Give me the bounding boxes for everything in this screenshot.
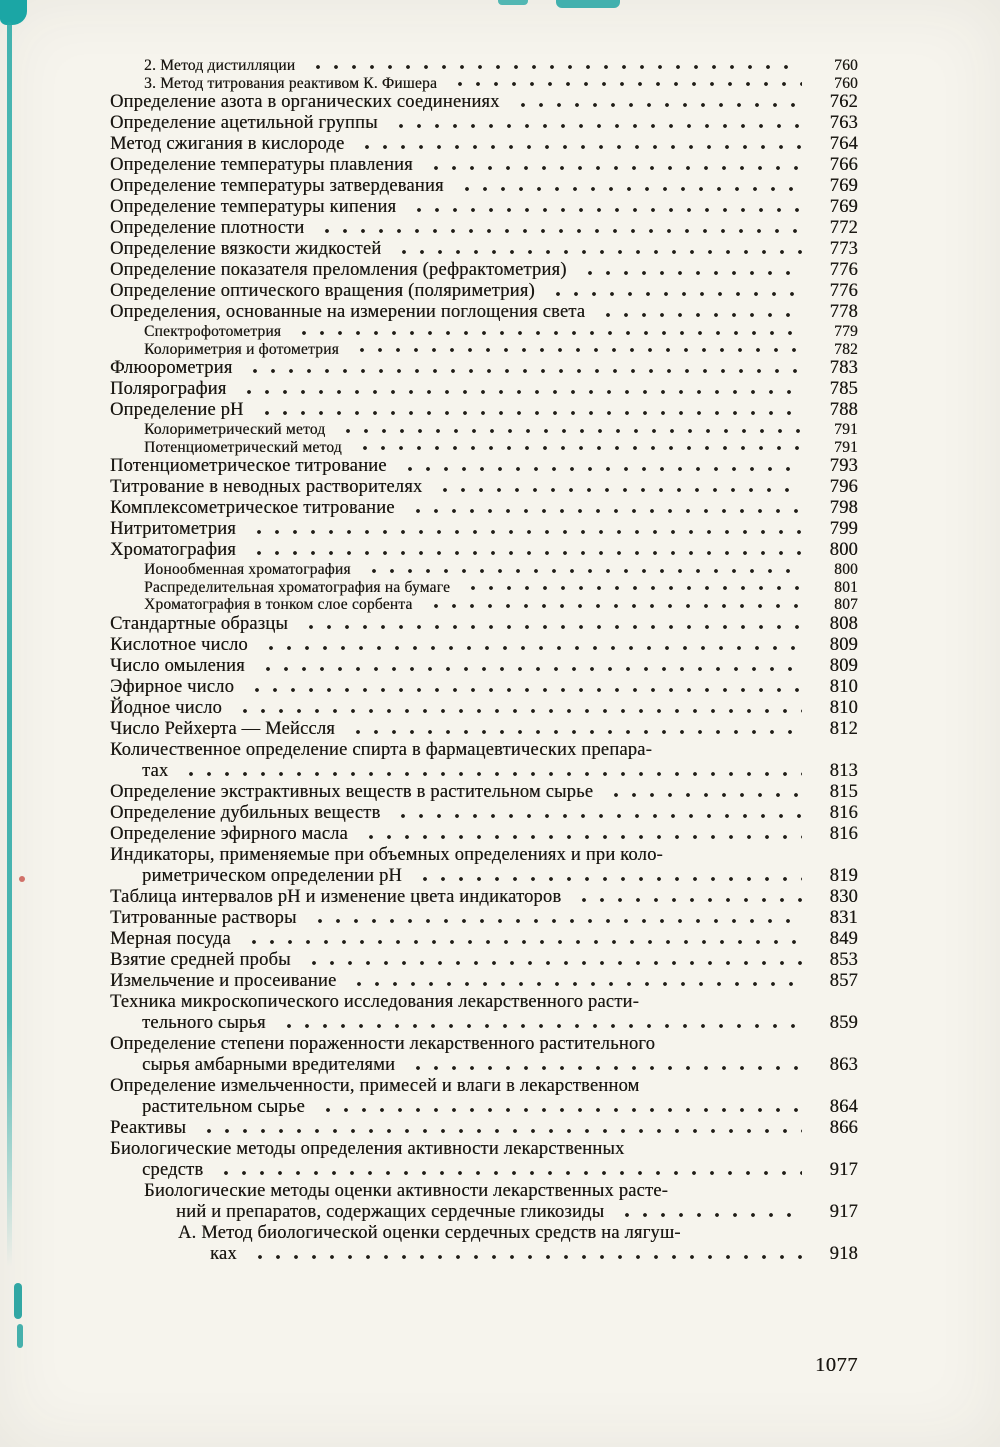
toc-entry-text: Определение показателя преломления (рефрактометрия) (110, 260, 567, 280)
dot-leader (306, 908, 802, 929)
toc-entry-page-number: 917 (829, 1201, 858, 1222)
scan-artifact-top-smudge-a (498, 0, 528, 5)
toc-entry-text: Определение температуры кипения (110, 197, 397, 217)
toc-entry-line (110, 239, 858, 260)
toc-entry (110, 656, 858, 677)
toc-entry-line (110, 887, 858, 908)
toc-entry-text: Ионообменная хроматография (144, 561, 351, 578)
toc-entry-page-number: 778 (829, 302, 858, 322)
dot-leader (253, 400, 802, 421)
toc-entry-text: Метод сжигания в кислороде (110, 134, 345, 154)
dot-leader (459, 579, 802, 597)
dot-leader (300, 950, 802, 971)
dot-leader (304, 57, 802, 75)
toc-entry-page-number: 857 (829, 970, 858, 991)
toc-entry-line (110, 971, 858, 992)
toc-entry (110, 677, 858, 698)
toc-entry (110, 260, 858, 281)
toc-entry-page-number: 809 (829, 655, 858, 676)
toc-entry (110, 439, 858, 457)
toc-entry (110, 635, 858, 656)
toc-entry-text: риметрическом определении pH (142, 865, 402, 886)
toc-entry-page-number: 864 (829, 1096, 858, 1117)
toc-entry-page-number: 863 (829, 1054, 858, 1075)
toc-entry-text: Биологические методы оценки активности лекарственных расте- (144, 1180, 669, 1201)
toc-entry-line (110, 992, 858, 1013)
toc-entry-text: Хроматография (110, 540, 236, 560)
toc-entry-line (144, 1202, 858, 1223)
toc-entry-page-number: 763 (829, 113, 858, 133)
toc-entry-text: 2. Метод дистилляции (144, 57, 296, 74)
toc-entry-text: Колориметрия и фотометрия (144, 340, 339, 358)
toc-entry-text: Определение измельченности, примесей и влаги в лекарственном (110, 1075, 640, 1096)
scan-artifact-red-speck (19, 876, 25, 882)
toc-entry (110, 887, 858, 908)
toc-entry-page-number: 810 (829, 676, 858, 697)
dot-leader (246, 1244, 802, 1265)
dot-leader (245, 519, 802, 540)
toc-entry (110, 1076, 858, 1118)
toc-entry-line (144, 579, 858, 597)
toc-entry-line (144, 1181, 858, 1202)
toc-entry-page-number: 760 (834, 74, 858, 92)
dot-leader (254, 656, 802, 677)
dot-leader (344, 719, 802, 740)
toc-entry-page-number: 917 (829, 1159, 858, 1180)
dot-leader (390, 239, 802, 260)
dot-leader (570, 887, 802, 908)
toc-entry-text: ний и препаратов, содержащих сердечные гликозиды (176, 1201, 605, 1222)
toc-entry-line (144, 596, 858, 614)
dot-leader (195, 1118, 802, 1139)
dot-leader (544, 281, 802, 302)
dot-leader (275, 1013, 802, 1034)
toc-entry-page-number: 853 (829, 949, 858, 970)
scan-artifact-corner (0, 0, 27, 25)
toc-entry-text: Определение температуры затвердевания (110, 176, 444, 196)
toc-entry (110, 929, 858, 950)
toc-entry-page-number: 819 (829, 865, 858, 886)
dot-leader (351, 439, 802, 457)
toc-entry-text: Флюорометрия (110, 358, 233, 378)
toc-entry-page-number: 769 (829, 176, 858, 196)
toc-entry-line (110, 113, 858, 134)
toc-entry-line (110, 761, 858, 782)
toc-entry-page-number: 766 (829, 155, 858, 175)
toc-entry-text: Титрованные растворы (110, 907, 297, 928)
toc-entry (110, 908, 858, 929)
toc-entry-page-number: 791 (834, 438, 858, 456)
toc-entry-text: Колориметрический метод (144, 421, 326, 438)
toc-entry (110, 57, 858, 75)
toc-entry-line (110, 719, 858, 740)
toc-entry (110, 421, 858, 439)
toc-entry-page-number: 859 (829, 1012, 858, 1033)
toc-entry-line (110, 176, 858, 197)
toc-entry-page-number: 866 (829, 1117, 858, 1138)
toc-entry (110, 218, 858, 239)
scan-artifact-bottom-mark-a (14, 1283, 22, 1319)
toc-entry-line (110, 677, 858, 698)
page-folio: 1077 (815, 1354, 858, 1376)
toc-entry (110, 971, 858, 992)
toc-entry-line (110, 1160, 858, 1181)
toc-entry-text: Количественное определение спирта в фармацевтических препара- (110, 739, 652, 760)
toc-entry-line (110, 866, 858, 887)
dot-leader (602, 782, 802, 803)
toc-entry-page-number: 796 (829, 477, 858, 497)
toc-entry-line (144, 341, 858, 359)
dot-leader (396, 456, 802, 477)
toc-entry-text: А. Метод биологической оценки сердечных средств на лягуш- (178, 1222, 681, 1243)
toc-entry-page-number: 831 (829, 907, 858, 928)
dot-leader (387, 113, 802, 134)
toc-entry (110, 950, 858, 971)
toc-entry (110, 1034, 858, 1076)
toc-entry-text: Техника микроскопического исследования лекарственного расти- (110, 991, 639, 1012)
toc-entry-line (178, 1244, 858, 1265)
toc-entry (110, 341, 858, 359)
toc-entry-page-number: 760 (834, 57, 858, 74)
table-of-contents (110, 57, 858, 1265)
dot-leader (353, 134, 802, 155)
toc-entry-text: Измельчение и просеивание (110, 970, 337, 991)
toc-entry-line (110, 400, 858, 421)
toc-entry (110, 155, 858, 176)
toc-entry-page-number: 769 (829, 197, 858, 217)
toc-entry-line (110, 698, 858, 719)
dot-leader (509, 92, 802, 113)
dot-leader (404, 1055, 802, 1076)
dot-leader (453, 176, 802, 197)
toc-entry-text: Титрование в неводных растворителях (110, 477, 423, 497)
toc-entry (110, 561, 858, 579)
toc-entry-page-number: 830 (829, 886, 858, 907)
toc-entry-page-number: 799 (829, 519, 858, 539)
toc-entry (110, 782, 858, 803)
toc-entry-line (178, 1223, 858, 1244)
toc-entry (110, 614, 858, 635)
toc-entry-line (110, 614, 858, 635)
toc-entry-text: Определение температуры плавления (110, 155, 413, 175)
toc-entry-text: 3. Метод титрования реактивом К. Фишера (144, 74, 438, 92)
toc-entry-text: Стандартные образцы (110, 613, 288, 634)
toc-entry (110, 824, 858, 845)
toc-entry-line (110, 281, 858, 302)
toc-entry-page-number: 801 (834, 578, 858, 596)
toc-entry (110, 1118, 858, 1139)
toc-entry-line (110, 1076, 858, 1097)
toc-entry-text: сырья амбарными вредителями (142, 1054, 396, 1075)
dot-leader (348, 341, 802, 359)
toc-entry-page-number: 782 (834, 340, 858, 358)
toc-entry-line (144, 439, 858, 457)
toc-entry-page-number: 779 (834, 323, 858, 340)
toc-entry-page-number: 793 (829, 456, 858, 476)
dot-leader (404, 498, 802, 519)
dot-leader (422, 155, 802, 176)
toc-entry-page-number: 776 (829, 260, 858, 280)
toc-entry-text: Определение азота в органических соединениях (110, 92, 500, 112)
toc-entry-line (144, 75, 858, 93)
toc-entry-page-number: 815 (829, 781, 858, 802)
toc-entry-line (110, 824, 858, 845)
dot-leader (422, 596, 802, 614)
toc-entry-line (110, 1013, 858, 1034)
toc-entry-text: средств (142, 1159, 204, 1180)
toc-entry-text: Определение оптического вращения (поляриметрия) (110, 281, 535, 301)
toc-entry-text: Таблица интервалов pH и изменение цвета индикаторов (110, 886, 562, 907)
toc-entry-text: ках (210, 1243, 237, 1264)
toc-entry (110, 75, 858, 93)
toc-entry-line (110, 260, 858, 281)
dot-leader (360, 561, 802, 579)
toc-entry (110, 1223, 858, 1265)
toc-entry-page-number: 785 (829, 379, 858, 399)
toc-entry-page-number: 816 (829, 802, 858, 823)
toc-entry-line (110, 134, 858, 155)
toc-entry-text: Кислотное число (110, 634, 248, 655)
toc-entry-line (110, 155, 858, 176)
toc-entry-text: растительном сырье (142, 1096, 305, 1117)
toc-entry-line (110, 477, 858, 498)
toc-entry-line (110, 197, 858, 218)
toc-entry-line (110, 740, 858, 761)
toc-entry-page-number: 918 (829, 1243, 858, 1264)
toc-entry (110, 176, 858, 197)
dot-leader (405, 197, 802, 218)
dot-leader (297, 614, 802, 635)
dot-leader (576, 260, 802, 281)
scan-artifact-left-edge (7, 22, 12, 1267)
toc-entry-line (144, 57, 858, 75)
toc-entry (110, 845, 858, 887)
toc-entry-text: Потенциометрический метод (144, 438, 342, 456)
toc-entry-text: Комплексометрическое титрование (110, 498, 395, 518)
dot-leader (235, 379, 802, 400)
toc-entry (110, 358, 858, 379)
toc-entry-text: тах (142, 760, 169, 781)
toc-entry-page-number: 798 (829, 498, 858, 518)
toc-entry-line (110, 1034, 858, 1055)
toc-entry (110, 92, 858, 113)
toc-entry-text: Число Рейхерта — Мейссля (110, 718, 335, 739)
toc-entry-line (110, 803, 858, 824)
toc-entry-text: Определение экстрактивных веществ в растительном сырье (110, 781, 594, 802)
toc-entry-text: Определение эфирного масла (110, 823, 348, 844)
toc-entry-page-number: 800 (834, 561, 858, 578)
toc-entry-text: тельного сырья (142, 1012, 266, 1033)
toc-entry-page-number: 800 (829, 540, 858, 560)
dot-leader (594, 302, 802, 323)
toc-entry (110, 134, 858, 155)
toc-entry (110, 323, 858, 341)
toc-entry-line (110, 302, 858, 323)
toc-entry-text: Полярография (110, 379, 227, 399)
toc-entry-page-number: 813 (829, 760, 858, 781)
toc-entry (110, 579, 858, 597)
toc-entry (110, 400, 858, 421)
toc-entry (110, 281, 858, 302)
toc-entry-page-number: 791 (834, 421, 858, 438)
toc-entry-line (144, 323, 858, 341)
dot-leader (240, 929, 802, 950)
toc-entry-text: Эфирное число (110, 676, 235, 697)
toc-entry-text: Взятие средней пробы (110, 949, 291, 970)
toc-entry-line (110, 908, 858, 929)
toc-entry-text: Биологические методы определения активности лекарственных (110, 1138, 625, 1159)
dot-leader (345, 971, 802, 992)
toc-entry-text: Определение плотности (110, 218, 305, 238)
toc-entry-line (110, 656, 858, 677)
toc-entry-page-number: 772 (829, 218, 858, 238)
toc-entry-line (110, 519, 858, 540)
dot-leader (177, 761, 802, 782)
toc-entry-line (110, 635, 858, 656)
toc-entry-text: Хроматография в тонком слое сорбента (144, 596, 413, 613)
scan-artifact-bottom-mark-b (17, 1324, 23, 1348)
toc-entry-text: Потенциометрическое титрование (110, 456, 387, 476)
toc-entry-text: Йодное число (110, 697, 222, 718)
toc-entry-page-number: 764 (829, 134, 858, 154)
toc-entry-text: Определение степени пораженности лекарственного растительного (110, 1033, 656, 1054)
toc-entry-line (110, 498, 858, 519)
dot-leader (231, 698, 802, 719)
dot-leader (212, 1160, 802, 1181)
toc-entry-line (144, 421, 858, 439)
toc-entry-page-number: 773 (829, 239, 858, 259)
toc-entry-text: Число омыления (110, 655, 245, 676)
toc-entry (110, 992, 858, 1034)
toc-entry-text: Определение pH (110, 400, 244, 420)
dot-leader (245, 540, 802, 561)
toc-entry-line (110, 358, 858, 379)
dot-leader (334, 421, 802, 439)
toc-entry-text: Определение вязкости жидкостей (110, 239, 382, 259)
toc-entry-line (144, 561, 858, 579)
toc-entry-line (110, 1055, 858, 1076)
toc-entry-page-number: 808 (829, 613, 858, 634)
toc-entry (110, 456, 858, 477)
toc-entry (110, 519, 858, 540)
toc-entry-line (110, 929, 858, 950)
toc-entry-text: Определения, основанные на измерении поглощения света (110, 302, 586, 322)
toc-entry-page-number: 810 (829, 697, 858, 718)
dot-leader (431, 477, 802, 498)
dot-leader (389, 803, 802, 824)
toc-entry-page-number: 788 (829, 400, 858, 420)
toc-entry-line (110, 456, 858, 477)
dot-leader (313, 218, 802, 239)
toc-entry-text: Мерная посуда (110, 928, 231, 949)
toc-entry-page-number: 783 (829, 358, 858, 378)
toc-entry-text: Нитритометрия (110, 519, 236, 539)
toc-entry (110, 719, 858, 740)
toc-entry-line (110, 218, 858, 239)
toc-entry-line (110, 540, 858, 561)
toc-entry-line (110, 782, 858, 803)
dot-leader (241, 358, 802, 379)
toc-entry (110, 239, 858, 260)
toc-entry-page-number: 812 (829, 718, 858, 739)
toc-entry (110, 596, 858, 614)
toc-entry-text: Индикаторы, применяемые при объемных определениях и при коло- (110, 844, 663, 865)
dot-leader (411, 866, 802, 887)
toc-entry (110, 803, 858, 824)
toc-entry-page-number: 807 (834, 596, 858, 613)
dot-leader (290, 323, 802, 341)
toc-entry (110, 698, 858, 719)
toc-entry (110, 740, 858, 782)
toc-entry-text: Спектрофотометрия (144, 323, 282, 340)
dot-leader (446, 75, 802, 93)
toc-entry (110, 1181, 858, 1223)
toc-entry-line (110, 1139, 858, 1160)
toc-entry-page-number: 809 (829, 634, 858, 655)
toc-entry-line (110, 1097, 858, 1118)
toc-entry-text: Определение дубильных веществ (110, 802, 381, 823)
toc-entry-page-number: 776 (829, 281, 858, 301)
dot-leader (243, 677, 802, 698)
toc-entry-page-number: 762 (829, 92, 858, 112)
toc-entry-text: Распределительная хроматография на бумаге (144, 578, 451, 596)
toc-entry (110, 498, 858, 519)
toc-entry-page-number: 849 (829, 928, 858, 949)
toc-entry (110, 1139, 858, 1181)
toc-entry-page-number: 816 (829, 823, 858, 844)
toc-entry-line (110, 92, 858, 113)
toc-entry (110, 113, 858, 134)
toc-entry-line (110, 950, 858, 971)
dot-leader (314, 1097, 802, 1118)
toc-entry-line (110, 845, 858, 866)
toc-entry (110, 477, 858, 498)
toc-entry-line (110, 379, 858, 400)
toc-entry-text: Определение ацетильной группы (110, 113, 378, 133)
dot-leader (357, 824, 802, 845)
dot-leader (613, 1202, 802, 1223)
toc-entry-text: Реактивы (110, 1117, 187, 1138)
toc-entry (110, 197, 858, 218)
toc-entry (110, 540, 858, 561)
toc-entry (110, 302, 858, 323)
toc-entry (110, 379, 858, 400)
dot-leader (257, 635, 802, 656)
toc-entry-line (110, 1118, 858, 1139)
scan-artifact-top-smudge-b (556, 0, 620, 8)
